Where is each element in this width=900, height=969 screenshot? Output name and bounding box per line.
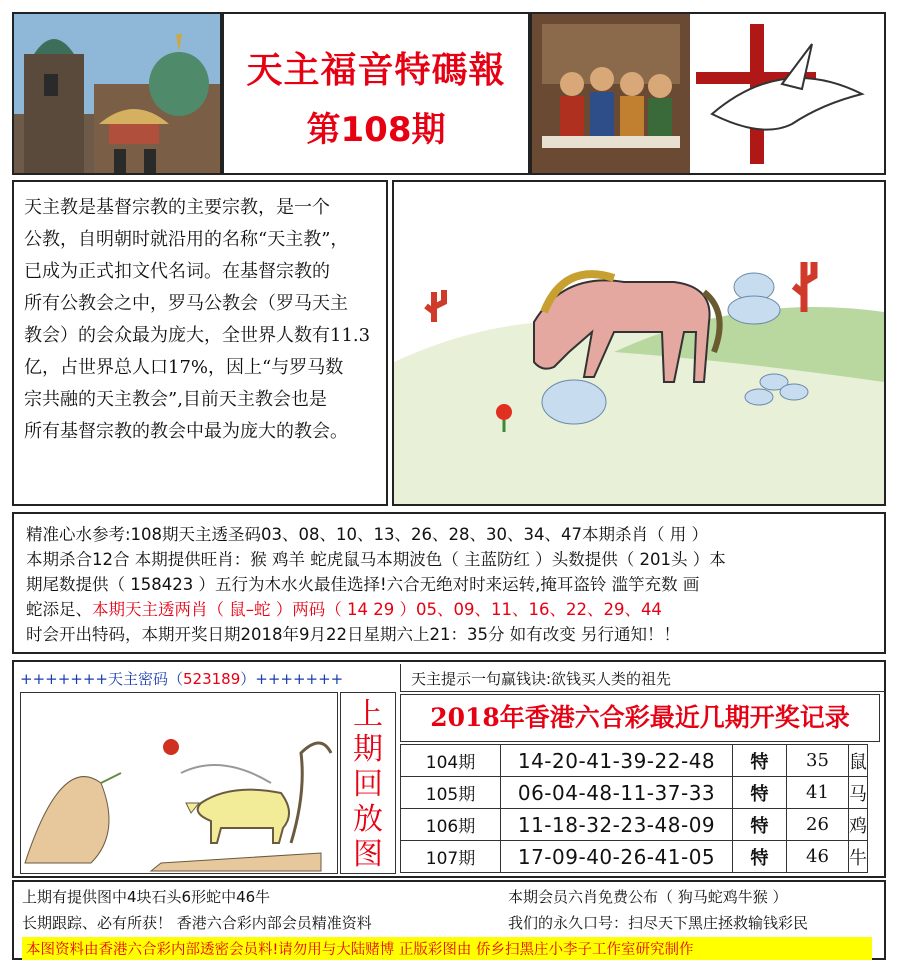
replay-label	[340, 692, 396, 874]
period-cell: 105期	[401, 777, 501, 809]
special-label: 特	[733, 809, 787, 841]
intro-line: 天主教是基督宗教的主要宗教，是一个	[24, 197, 330, 218]
period-cell: 106期	[401, 809, 501, 841]
footer-member-zodiacs: 本期会员六肖免费公布（ 狗马蛇鸡牛猴 ）	[508, 888, 788, 906]
intro-line: 已成为正式扣文代名词。在基督宗教的	[24, 261, 330, 282]
replay-char: 回	[353, 767, 383, 802]
footer-disclaimer: 本图资料由香港六合彩内部透密会员料!请勿用与大陆赌博 正版彩图由 侨乡扫黑庄小李子工作室研究制作	[22, 937, 872, 960]
replay-char: 上	[353, 697, 383, 732]
page-title: 天主福音特碼報	[246, 50, 506, 91]
record-title: 2018年香港六合彩最近几期开奖记录	[400, 694, 880, 742]
special-label: 特	[733, 745, 787, 777]
footer-previous-hint: 上期有提供图中4块石头6形蛇中46牛	[22, 888, 271, 906]
tips-section	[12, 512, 886, 654]
records-section	[12, 660, 886, 878]
special-label: 特	[733, 777, 787, 809]
zodiac-cell: 牛	[849, 841, 868, 873]
zodiac-cell: 鼠	[849, 745, 868, 777]
numbers-cell: 11-18-32-23-48-09	[501, 809, 733, 841]
intro-line: 亿，占世界总人口17%，因上“与罗马数	[24, 357, 344, 378]
cathedral-illustration	[14, 14, 220, 173]
secret-code	[20, 668, 343, 689]
period-cell: 107期	[401, 841, 501, 873]
last-supper-and-cross-illustration	[532, 14, 884, 173]
record-table	[400, 744, 868, 873]
secret-code-value: 523189	[182, 670, 241, 688]
special-number: 35	[787, 745, 849, 777]
footer-section	[12, 880, 886, 960]
intro-line: 所有公教会之中，罗马公教会（罗马天主	[24, 293, 348, 314]
tips-line4-red: 本期天主透两肖（ 鼠–蛇 ）两码（ 14 29 ）05、09、11、16、22、29、44	[92, 600, 662, 619]
replay-char: 放	[353, 802, 383, 837]
special-number: 46	[787, 841, 849, 873]
tips-text	[26, 522, 886, 647]
numbers-cell: 14-20-41-39-22-48	[501, 745, 733, 777]
goat-illustration	[21, 693, 337, 873]
hint-text: 天主提示一句赢钱诀:欲钱买人类的祖先	[400, 664, 884, 692]
intro-line: 所有基督宗教的教会中最为庞大的教会。	[24, 421, 348, 442]
footer-slogan: 我们的永久口号：扫尽天下黑庄拯救输钱彩民	[508, 914, 809, 932]
intro-text	[24, 192, 386, 448]
horse-image	[392, 180, 886, 506]
table-row	[401, 841, 868, 873]
footer-tracking-note: 长期跟踪、必有所获！ 香港六合彩内部会员精准资料	[22, 914, 372, 932]
special-number: 41	[787, 777, 849, 809]
tips-line: 精准心水参考:108期天主透圣码03、08、10、13、26、28、30、34、47本期杀肖（ 用 ）	[26, 525, 709, 544]
zodiac-cell: 鸡	[849, 809, 868, 841]
intro-section	[12, 180, 388, 506]
special-label: 特	[733, 841, 787, 873]
previous-issue-image	[20, 692, 338, 874]
intro-line: 公教，自明朝时就沿用的名称“天主教”，	[24, 229, 349, 250]
replay-char: 期	[353, 732, 383, 767]
tips-line: 时会开出特码，本期开奖日期2018年9月22日星期六上21：35分 如有改变 另行通知！！	[26, 625, 680, 644]
zodiac-cell: 马	[849, 777, 868, 809]
secret-prefix: +++++++天主密码（	[20, 670, 183, 688]
horse-illustration	[394, 182, 884, 504]
table-row	[401, 777, 868, 809]
tips-line: 期尾数提供（ 158423 ）五行为木水火最佳选择!六合无绝对时来运转,掩耳盗铃 滥竽充数 画	[26, 575, 700, 594]
intro-line: 宗共融的天主教会”,目前天主教会也是	[24, 389, 327, 410]
secret-suffix: ）+++++++	[240, 670, 344, 688]
table-row	[401, 809, 868, 841]
cathedral-image	[12, 12, 222, 175]
special-number: 26	[787, 809, 849, 841]
intro-line: 教会）的会众最为庞大，全世界人数有11.3	[24, 325, 371, 346]
religious-image-panel	[530, 12, 886, 175]
numbers-cell: 17-09-40-26-41-05	[501, 841, 733, 873]
numbers-cell: 06-04-48-11-37-33	[501, 777, 733, 809]
tips-line	[26, 597, 886, 622]
tips-line: 本期杀合12合 本期提供旺肖：猴 鸡羊 蛇虎鼠马本期波色（ 主蓝防红 ）头数提供（ 201头 ）本	[26, 550, 726, 569]
issue-number: 第108期	[306, 110, 446, 150]
table-row	[401, 745, 868, 777]
tips-line4-black: 蛇添足、	[26, 600, 92, 619]
period-cell: 104期	[401, 745, 501, 777]
title-panel	[222, 12, 530, 175]
replay-char: 图	[353, 837, 383, 872]
